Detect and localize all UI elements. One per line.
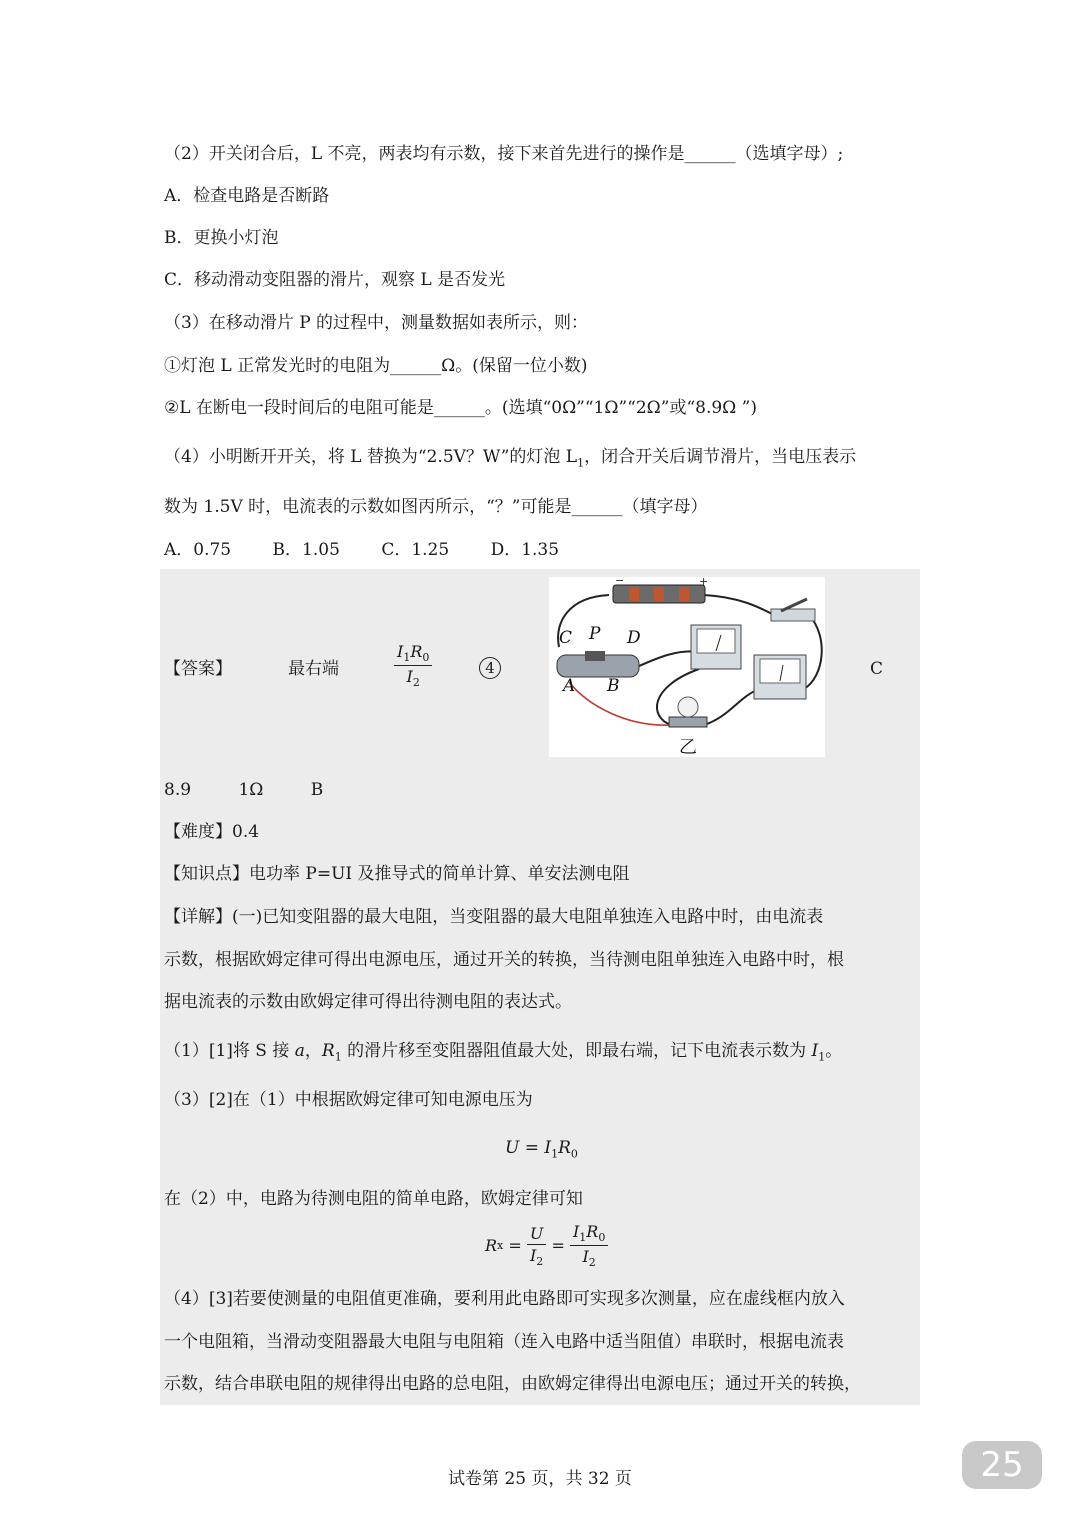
red-wire bbox=[569, 682, 671, 725]
s1-end: 。 bbox=[825, 1041, 843, 1061]
question-4-line-1 bbox=[164, 445, 856, 475]
s1-var-r: R bbox=[321, 1041, 335, 1061]
answer-3: 1Ω bbox=[238, 780, 264, 800]
wire bbox=[637, 651, 699, 667]
label-p: P bbox=[589, 624, 601, 644]
battery-plus: + bbox=[699, 577, 709, 588]
question-2-option-b: B．更换小灯泡 bbox=[164, 228, 279, 248]
frac-num-i: I bbox=[397, 642, 404, 661]
answer-2: 8.9 bbox=[164, 780, 192, 800]
q4-line1-tail: ，闭合开关后调节滑片，当电压表示 bbox=[584, 447, 857, 467]
answer-fraction bbox=[394, 642, 432, 689]
battery-minus: − bbox=[615, 577, 625, 587]
battery-cell bbox=[679, 587, 689, 601]
question-3-part-1: ①灯泡 L 正常发光时的电阻为______Ω。(保留一位小数) bbox=[164, 356, 588, 376]
frac-den-i-sub: 2 bbox=[412, 676, 420, 690]
q4-option-d: D．1.35 bbox=[490, 540, 560, 560]
explanation-step-4-line-3: 示数，结合串联电阻的规律得出电路的总电阻，由欧姆定律得出电源电压；通过开关的转换， bbox=[164, 1374, 861, 1394]
answer-1: 最右端 bbox=[288, 659, 339, 679]
answer-circled bbox=[479, 657, 501, 679]
q4-option-a: A．0.75 bbox=[164, 540, 232, 560]
label-b: B bbox=[607, 676, 620, 696]
equation-2: Rx = $\frac{U}{I_2}$ = $\frac{I_1R_0}{I_2}$ bbox=[485, 1222, 608, 1269]
label-c: C bbox=[559, 628, 573, 648]
explanation-p2: 示数，根据欧姆定律可得出电源电压，通过开关的转换，当待测电阻单独连入电路中时，根 bbox=[164, 950, 844, 970]
wire bbox=[704, 595, 774, 615]
eq1-r-sub: 0 bbox=[570, 1147, 578, 1161]
s1-text-b: ， bbox=[304, 1041, 322, 1061]
s1-text-a: （1）[1]将 S 接 bbox=[164, 1041, 295, 1061]
difficulty: 【难度】0.4 bbox=[164, 822, 260, 842]
explanation-p3: 据电流表的示数由欧姆定律可得出待测电阻的表达式。 bbox=[164, 992, 572, 1012]
frac-num-r-sub: 0 bbox=[422, 651, 430, 665]
question-3: （3）在移动滑片 P 的过程中，测量数据如表所示，则： bbox=[164, 313, 589, 333]
answer-row-2 bbox=[164, 778, 323, 802]
explanation-p1: 【详解】(一)已知变阻器的最大电阻，当变阻器的最大电阻单独连入电路中时，由电流表 bbox=[164, 907, 824, 927]
knowledge-point: 【知识点】电功率 P=UI 及推导式的简单计算、单安法测电阻 bbox=[164, 864, 630, 884]
explanation-step-4-line-1: （4）[3]若要使测量的电阻值更准确，要利用此电路即可实现多次测量，应在虚线框内放入 bbox=[164, 1289, 845, 1309]
answer-4: B bbox=[310, 780, 324, 800]
eq1-lhs: U = I bbox=[505, 1138, 552, 1158]
eq2-lhs: R bbox=[485, 1236, 498, 1256]
eq2-num-r: R bbox=[586, 1222, 599, 1241]
q4-line1-text: （4）小明断开开关，将 L 替换为“2.5V？W”的灯泡 L bbox=[164, 447, 578, 467]
eq2-den-i-sub: 2 bbox=[536, 1254, 544, 1268]
eq2-num-i: I bbox=[572, 1222, 580, 1241]
wire bbox=[804, 615, 822, 689]
answer-last: C bbox=[870, 659, 884, 679]
eq1-sub: 1 bbox=[551, 1147, 559, 1161]
rheostat-slider bbox=[585, 651, 605, 661]
battery-cell bbox=[654, 587, 664, 601]
question-2-option-c: C．移动滑动变阻器的滑片，观察 L 是否发光 bbox=[164, 270, 506, 290]
q4-option-c: C．1.25 bbox=[381, 540, 450, 560]
eq2-den2-i: I bbox=[582, 1247, 589, 1267]
frac-num-i-sub: 1 bbox=[403, 651, 411, 665]
explanation-step-3: （3）[2]在（1）中根据欧姆定律可知电源电压为 bbox=[164, 1090, 533, 1110]
eq2-den-i: I bbox=[529, 1245, 537, 1265]
lamp-bulb bbox=[678, 697, 698, 717]
question-4-options bbox=[164, 538, 559, 562]
s1-var-i-sub: 1 bbox=[818, 1050, 826, 1064]
equation-1 bbox=[505, 1136, 578, 1166]
frac-num-r: R bbox=[410, 642, 423, 661]
s1-var-i: I bbox=[811, 1041, 819, 1061]
eq2-u: U bbox=[527, 1224, 546, 1245]
page-number-badge: 25 bbox=[962, 1441, 1042, 1489]
eq2-num-i-sub: 1 bbox=[579, 1231, 587, 1245]
eq2-lhs-sub: x bbox=[497, 1239, 504, 1253]
circled-number: 4 bbox=[479, 657, 501, 679]
battery-cell bbox=[629, 587, 639, 601]
q4-option-b: B．1.05 bbox=[272, 540, 340, 560]
question-2: （2）开关闭合后，L 不亮，两表均有示数，接下来首先进行的操作是______（选填字母）; bbox=[164, 144, 844, 164]
circuit-figure bbox=[549, 577, 825, 757]
s1-text-c: 的滑片移至变阻器阻值最大处，即最右端，记下电流表示数为 bbox=[341, 1041, 812, 1061]
label-a: A bbox=[563, 676, 576, 696]
question-3-part-2: ②L 在断电一段时间后的电阻可能是______。(选填“0Ω”“1Ω”“2Ω”或“8.9Ω ”) bbox=[164, 398, 757, 418]
label-d: D bbox=[627, 628, 641, 648]
eq2-den2-i-sub: 2 bbox=[588, 1256, 596, 1270]
answer-label: 【答案】 bbox=[164, 659, 232, 679]
explanation-step-4-line-2: 一个电阻箱，当滑动变阻器最大电阻与电阻箱（连入电路中适当阻值）串联时，根据电流表 bbox=[164, 1332, 844, 1352]
wire bbox=[704, 689, 759, 725]
frac-den-i: I bbox=[406, 667, 413, 687]
eq1-r: R bbox=[558, 1138, 571, 1158]
switch-base bbox=[771, 609, 815, 621]
page-footer: 试卷第 25 页，共 32 页 bbox=[448, 1469, 632, 1489]
figure-caption: 乙 bbox=[679, 737, 697, 757]
lamp-base bbox=[669, 717, 707, 727]
q4-line1-sub: 1 bbox=[577, 456, 585, 470]
s1-var-a: a bbox=[294, 1041, 305, 1061]
explanation-step-3b: 在（2）中，电路为待测电阻的简单电路，欧姆定律可知 bbox=[164, 1189, 583, 1209]
circuit-diagram bbox=[549, 577, 825, 757]
explanation-step-1 bbox=[164, 1039, 842, 1069]
s1-var-r-sub: 1 bbox=[334, 1050, 342, 1064]
question-2-option-a: A．检查电路是否断路 bbox=[164, 186, 330, 206]
eq2-num-r-sub: 0 bbox=[598, 1231, 606, 1245]
question-4-line-2: 数为 1.5V 时，电流表的示数如图丙所示，“？”可能是______（填字母） bbox=[164, 497, 708, 517]
